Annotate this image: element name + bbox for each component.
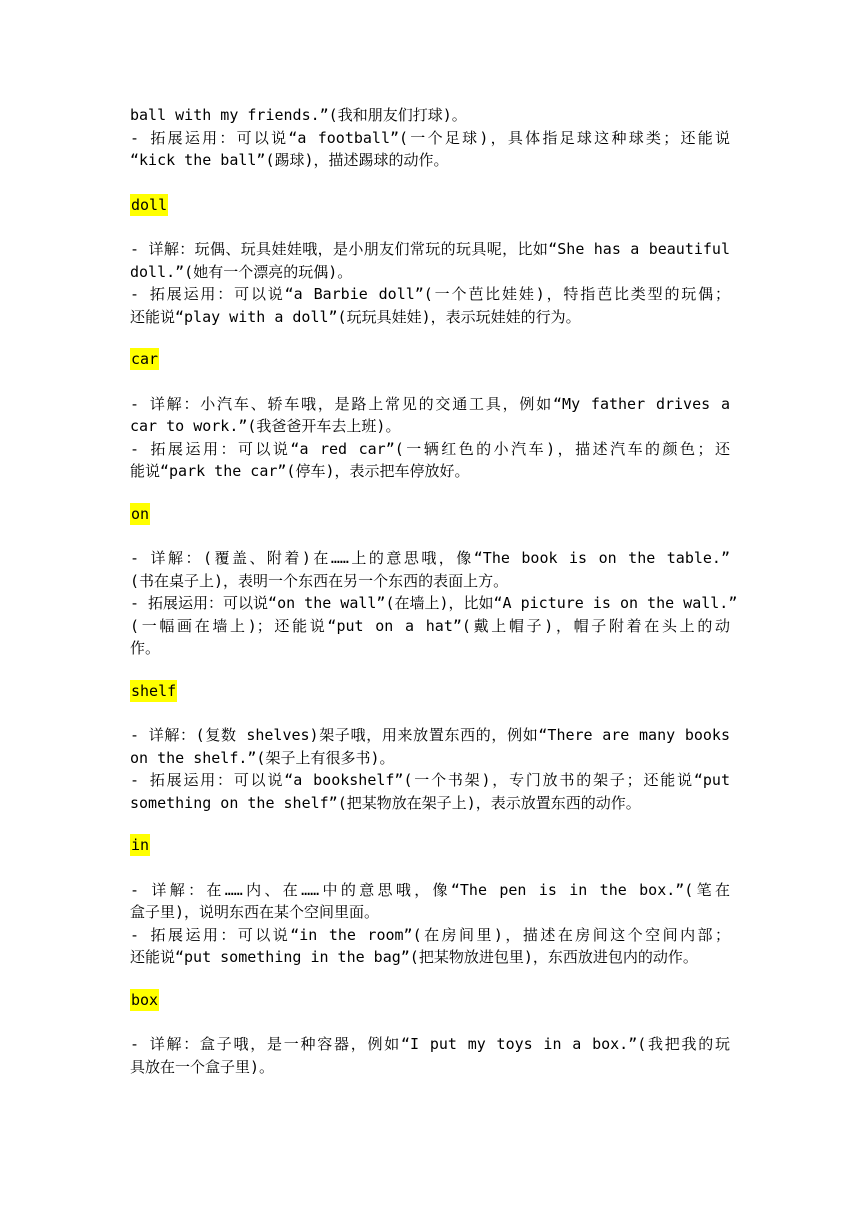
entry-car <box>130 348 730 483</box>
highlighted-word-heading: in <box>131 836 150 854</box>
highlighted-word-heading: on <box>131 504 150 523</box>
text-line: - 拓展运用：可以说“on the wall”(在墙上)，比如“A picture is on the wall.” <box>130 594 738 612</box>
text-line: 作。 <box>130 639 161 657</box>
text-line: car to work.”(我爸爸开车去上班)。 <box>130 417 401 435</box>
entry-box <box>130 989 730 1079</box>
entry-shelf <box>130 680 730 815</box>
text-line: - 详解：(复数 shelves)架子哦，用来放置东西的，例如“There are many books <box>130 726 730 744</box>
text-line: 还能说“play with a doll”(玩玩具娃娃)，表示玩娃娃的行为。 <box>130 307 581 326</box>
text-line: - 详解：(覆盖、附着)在……上的意思哦，像“The book is on the table.” <box>130 549 730 567</box>
text-line: doll.”(她有一个漂亮的玩偶)。 <box>130 262 353 281</box>
document-page <box>130 104 738 1078</box>
entry-doll <box>130 194 730 329</box>
text-line: ball with my friends.”(我和朋友们打球)。 <box>130 106 467 124</box>
highlighted-word-heading: car <box>131 350 159 368</box>
text-line: - 详解：在……内、在……中的意思哦，像“The pen is in the box.”(笔在 <box>130 880 730 899</box>
text-line: - 拓展运用：可以说“in the room”(在房间里)，描述在房间这个空间内部； <box>130 925 730 944</box>
text-line: 具放在一个盒子里)。 <box>130 1057 275 1076</box>
entry-on <box>130 503 738 660</box>
text-line: “kick the ball”(踢球)，描述踢球的动作。 <box>130 151 449 169</box>
text-line: - 拓展运用：可以说“a Barbie doll”(一个芭比娃娃)，特指芭比类型的玩偶； <box>130 285 730 303</box>
text-line: (一幅画在墙上)；还能说“put on a hat”(戴上帽子)，帽子附着在头上的动 <box>130 616 730 635</box>
intro-paragraph <box>130 104 730 172</box>
highlighted-word-heading: shelf <box>131 681 177 700</box>
text-line: - 详解：玩偶、玩具娃娃哦，是小朋友们常玩的玩具呢，比如“She has a beautiful <box>130 240 730 258</box>
text-line: - 拓展运用：可以说“a football”(一个足球)，具体指足球这种球类；还能说 <box>130 128 730 147</box>
text-line: - 详解：盒子哦，是一种容器，例如“I put my toys in a box.”(我把我的玩 <box>130 1035 730 1053</box>
highlighted-word-heading: doll <box>131 195 168 214</box>
text-line: (书在桌子上)，表明一个东西在另一个东西的表面上方。 <box>130 571 509 590</box>
text-line: something on the shelf”(把某物放在架子上)，表示放置东西的动作。 <box>130 793 641 812</box>
text-line: 盒子里)，说明东西在某个空间里面。 <box>130 903 380 921</box>
text-line: on the shelf.”(架子上有很多书)。 <box>130 748 395 767</box>
highlighted-word-heading: box <box>131 990 159 1009</box>
text-line: - 拓展运用：可以说“a bookshelf”(一个书架)，专门放书的架子；还能说“put <box>130 771 730 789</box>
entry-in <box>130 834 730 969</box>
text-line: 能说“park the car”(停车)，表示把车停放好。 <box>130 462 470 480</box>
text-line: - 详解：小汽车、轿车哦，是路上常见的交通工具，例如“My father drives a <box>130 394 730 413</box>
text-line: - 拓展运用：可以说“a red car”(一辆红色的小汽车)，描述汽车的颜色；还 <box>130 439 730 458</box>
text-line: 还能说“put something in the bag”(把某物放进包里)，东西放进包内的动作。 <box>130 948 698 966</box>
